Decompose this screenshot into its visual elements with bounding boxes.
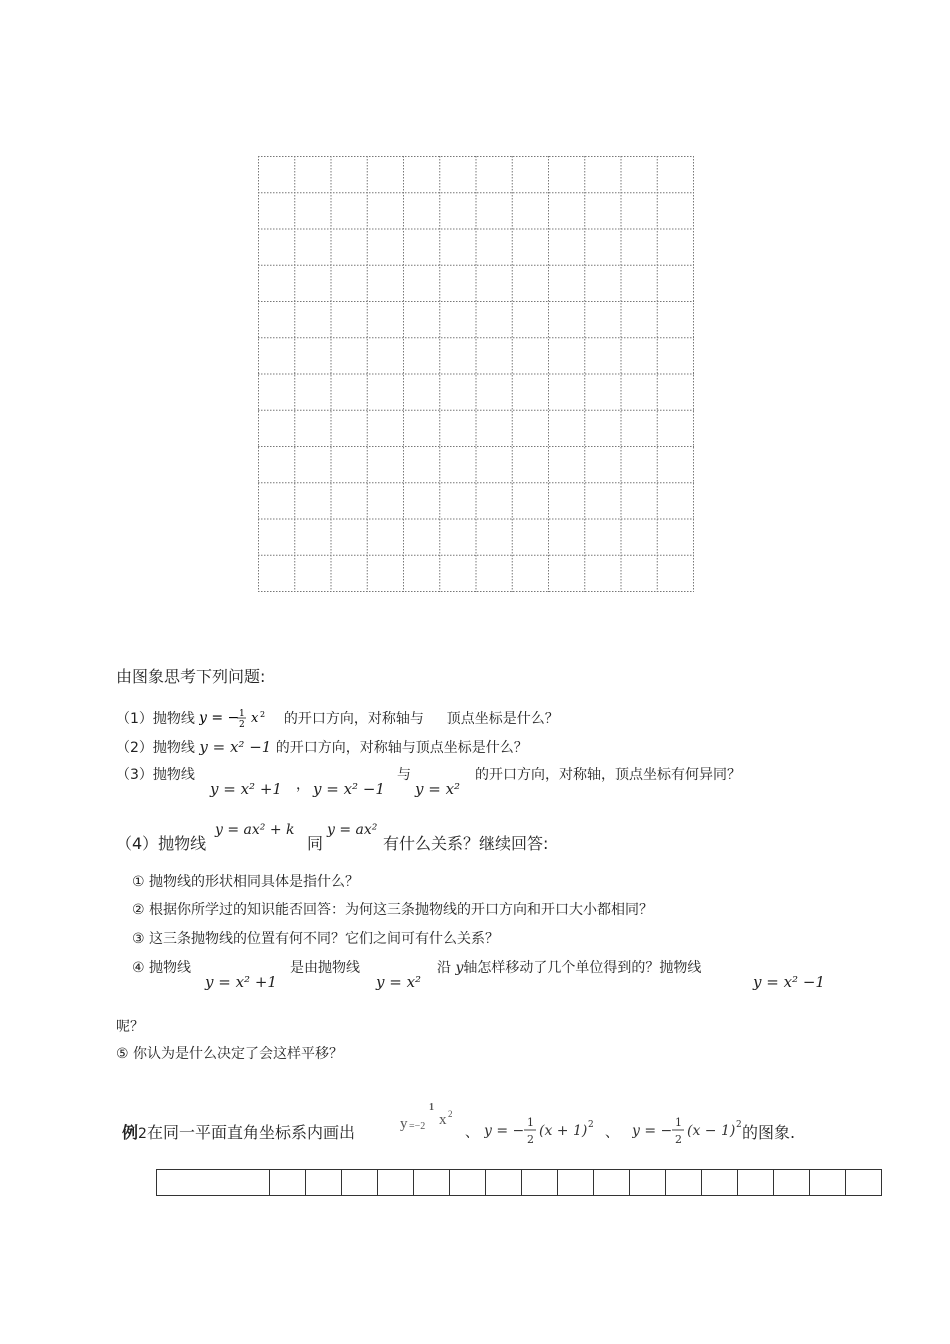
q4-prefix: （4）抛物线 — [116, 834, 207, 853]
svg-text:(x − 1): (x − 1) — [687, 1123, 736, 1139]
table-cell — [666, 1170, 702, 1196]
table-cell — [522, 1170, 558, 1196]
graph-grid — [258, 156, 694, 592]
table-cell — [594, 1170, 630, 1196]
sub-question-2: ② 根据你所学过的知识能否回答：为何这三条抛物线的开口方向和开口大小都相同？ — [132, 902, 653, 918]
svg-text:y = −: y = − — [484, 1123, 525, 1139]
q1-equation — [199, 711, 279, 727]
svg-text:1: 1 — [429, 1102, 434, 1113]
svg-text:1: 1 — [239, 709, 246, 719]
q3-equation-2: y = x² −1 — [313, 780, 385, 798]
q4-equation-1: y = ax² + k — [215, 822, 295, 838]
svg-text:2: 2 — [588, 1120, 594, 1130]
example-heading — [122, 1120, 355, 1143]
table-cell — [702, 1170, 738, 1196]
q3-equation-1: y = x² +1 — [210, 780, 282, 798]
q1-prefix: （1）抛物线 — [116, 711, 195, 727]
q1-suffix-b: 顶点坐标是什么？ — [446, 711, 559, 727]
table-cell — [738, 1170, 774, 1196]
svg-text:2: 2 — [448, 1109, 453, 1119]
example-suffix: 的图象. — [742, 1123, 796, 1142]
s4-axis-letter: y — [455, 960, 464, 976]
table-cell — [846, 1170, 882, 1196]
s4-equation-2: y = x² — [376, 973, 422, 991]
q2-suffix: 的开口方向，对称轴与顶点坐标是什么？ — [275, 740, 528, 756]
svg-text:y = −: y = − — [632, 1123, 673, 1139]
table-cell — [630, 1170, 666, 1196]
svg-text:2: 2 — [736, 1120, 742, 1130]
example-separator-1: 、 — [465, 1125, 479, 1141]
svg-text:=−2: =−2 — [409, 1121, 426, 1132]
svg-text:1: 1 — [527, 1116, 534, 1129]
q4-suffix: 有什么关系？继续回答: — [383, 834, 549, 853]
table-cell — [774, 1170, 810, 1196]
svg-text:(x + 1): (x + 1) — [539, 1123, 588, 1139]
s4-equation-1: y = x² +1 — [205, 973, 277, 991]
question-2 — [116, 737, 528, 757]
s4-rest: 轴怎样移动了几个单位得到的？抛物线 — [463, 960, 702, 976]
sub-question-1: ① 抛物线的形状相同具体是指什么？ — [132, 874, 360, 890]
example-equation-2 — [484, 1112, 599, 1150]
table-cell — [270, 1170, 306, 1196]
example-number: 2 — [138, 1126, 147, 1142]
q4-same: 同 — [307, 834, 324, 853]
question-1 — [116, 708, 559, 728]
sub-question-5: ⑤ 你认为是什么决定了会这样平移？ — [116, 1046, 344, 1062]
q1-suffix-a: 的开口方向，对称轴与 — [283, 711, 424, 727]
s4-along-text — [437, 957, 701, 977]
example-equation-1 — [400, 1098, 462, 1132]
sub-question-3: ③ 这三条抛物线的位置有何不同？它们之间可有什么关系？ — [132, 931, 499, 947]
table-cell — [810, 1170, 846, 1196]
svg-text:x: x — [251, 711, 259, 726]
q3-and: 与 — [397, 767, 411, 783]
table-cell — [157, 1170, 270, 1196]
table-cell — [306, 1170, 342, 1196]
example-label: 例 — [122, 1123, 139, 1142]
q3-suffix: 的开口方向，对称轴，顶点坐标有何异同？ — [475, 767, 741, 783]
table-row — [157, 1170, 882, 1196]
q4-equation-2: y = ax² — [327, 822, 378, 838]
value-table — [156, 1169, 882, 1196]
svg-text:1: 1 — [675, 1116, 682, 1129]
example-equation-3 — [632, 1112, 750, 1150]
table-cell — [342, 1170, 378, 1196]
q2-equation: y = x² −1 — [199, 738, 272, 756]
q2-prefix: （2）抛物线 — [116, 740, 195, 756]
svg-text:x: x — [439, 1112, 447, 1128]
q3-prefix: （3）抛物线 — [116, 767, 195, 783]
svg-text:y = −: y = − — [199, 710, 240, 726]
s4-along: 沿 — [437, 960, 451, 976]
s4-equation-3: y = x² −1 — [753, 973, 825, 991]
q3-equation-3: y = x² — [415, 780, 461, 798]
sub-question-4-prefix: ④ 抛物线 — [132, 960, 192, 976]
q3-comma: ， — [296, 777, 310, 793]
table-cell — [414, 1170, 450, 1196]
svg-text:2: 2 — [527, 1133, 534, 1146]
table-cell — [558, 1170, 594, 1196]
svg-text:2: 2 — [239, 720, 246, 729]
s4-ending: 呢？ — [116, 1019, 144, 1035]
svg-text:2: 2 — [260, 710, 266, 719]
svg-text:2: 2 — [675, 1133, 682, 1146]
example-separator-2: 、 — [605, 1125, 619, 1141]
s4-middle-text: 是由抛物线 — [290, 960, 360, 976]
section-heading: 由图象思考下列问题: — [116, 667, 266, 686]
table-cell — [378, 1170, 414, 1196]
table-cell — [450, 1170, 486, 1196]
svg-text:y: y — [400, 1116, 408, 1132]
table-cell — [486, 1170, 522, 1196]
example-text: 在同一平面直角坐标系内画出 — [146, 1123, 355, 1142]
